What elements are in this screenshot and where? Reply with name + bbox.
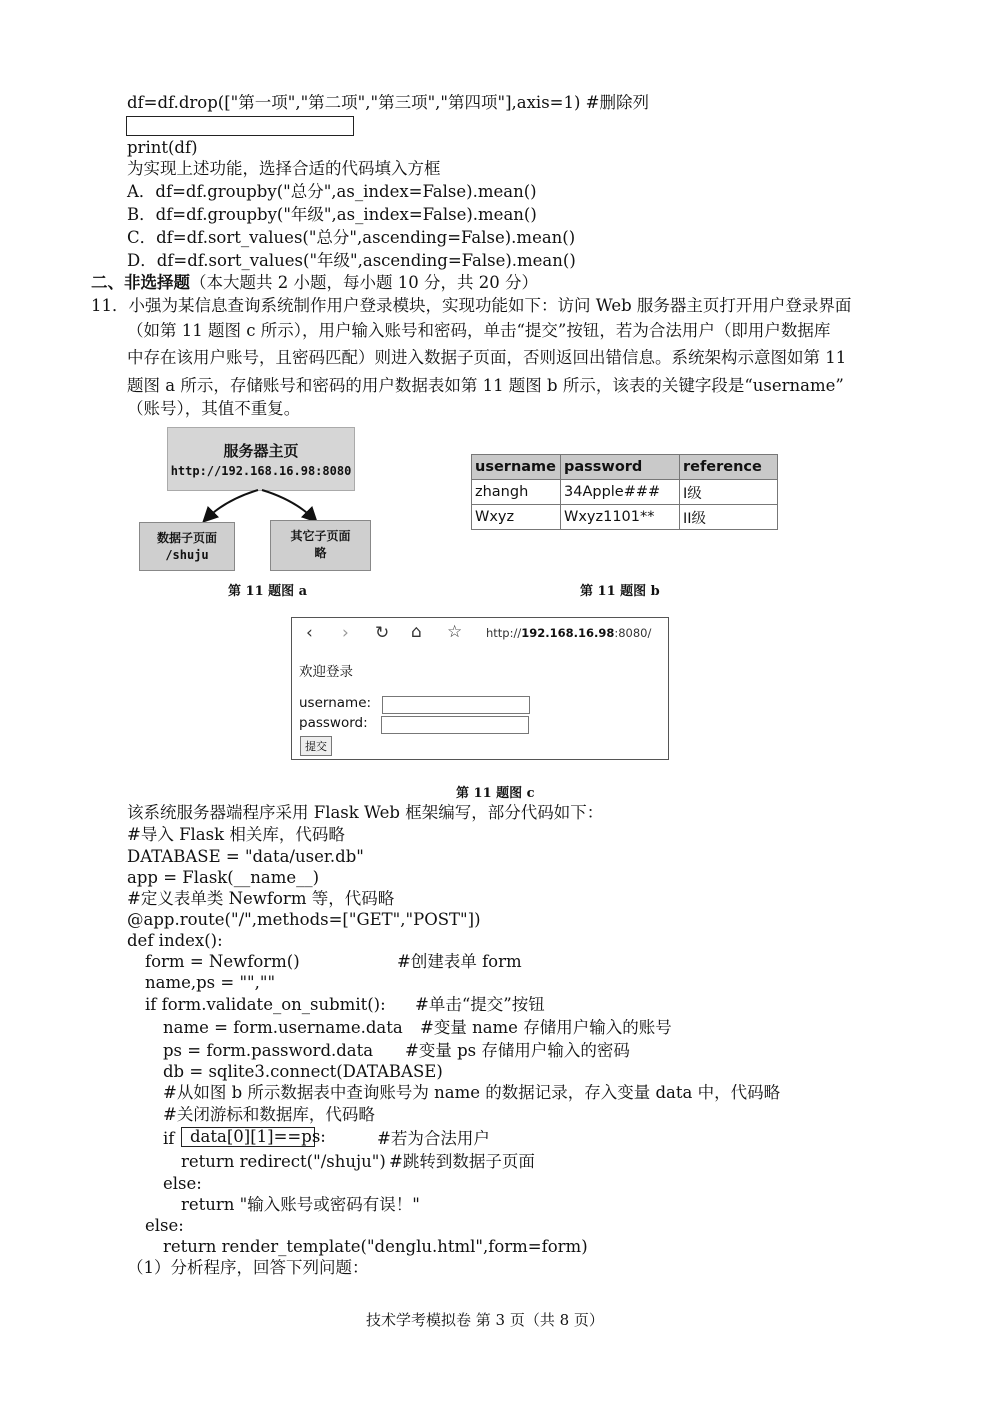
figure-c-caption: 第 11 题图 c: [456, 786, 535, 801]
code-line: def index():: [127, 931, 223, 950]
code-line: return render_template("denglu.html",form=form): [163, 1237, 588, 1256]
option-c: C．df=df.sort_values("总分",ascending=False).mean(): [127, 228, 576, 247]
q11-line-4: 题图 a 所示，存储账号和密码的用户数据表如第 11 题图 b 所示，该表的关键字段是“username”: [127, 376, 844, 395]
home-icon[interactable]: ⌂: [411, 622, 422, 642]
other-subpage-node: [270, 520, 371, 571]
user-table: [471, 454, 778, 530]
code-line: @app.route("/",methods=["GET","POST"]): [127, 910, 481, 929]
other-subpage-note: 略: [314, 546, 327, 560]
header-password: password: [561, 455, 680, 480]
section-title: 二、非选择题: [91, 273, 190, 292]
code-print-line: print(df): [127, 138, 198, 157]
code-comment: #跳转到数据子页面: [389, 1152, 535, 1171]
table-cell: Wxyz1101**: [561, 505, 680, 530]
code-comment: #若为合法用户: [377, 1129, 490, 1148]
sub-question-1: （1）分析程序，回答下列问题：: [127, 1258, 369, 1277]
table-row: [472, 480, 778, 505]
other-subpage-title: 其它子页面: [290, 529, 351, 543]
q11-line-2: （如第 11 题图 c 所示），用户输入账号和密码，单击“提交”按钮，若为合法用户（即用户数据库: [127, 321, 831, 340]
code-line: #定义表单类 Newform 等，代码略: [127, 889, 395, 908]
code-filled-box: data[0][1]==ps:: [181, 1127, 315, 1147]
reload-icon[interactable]: ↻: [375, 623, 390, 643]
server-home-title: 服务器主页: [223, 442, 299, 460]
page-footer: 技术学考模拟卷 第 3 页（共 8 页）: [366, 1311, 604, 1329]
table-row: [472, 505, 778, 530]
code-line: name = form.username.data: [163, 1018, 403, 1037]
data-subpage-title: 数据子页面: [156, 531, 217, 545]
q11-line-3: 中存在该用户账号，且密码匹配）则进入数据子页面，否则返回出错信息。系统架构示意图如第 11: [127, 348, 847, 367]
option-a: A．df=df.groupby("总分",as_index=False).mean(): [127, 182, 537, 201]
code-line: db = sqlite3.connect(DATABASE): [163, 1062, 443, 1081]
code-line: name,ps = "","": [145, 973, 276, 992]
url-suffix: :8080/: [614, 626, 652, 640]
code-line: #关闭游标和数据库，代码略: [163, 1105, 375, 1124]
table-header-row: [472, 455, 778, 480]
code-comment: #单击“提交”按钮: [415, 995, 545, 1014]
forward-icon[interactable]: ›: [342, 623, 349, 643]
figure-b-caption: 第 11 题图 b: [580, 584, 660, 599]
code-if-keyword: if: [163, 1129, 175, 1148]
code-line: return redirect("/shuju"): [181, 1152, 386, 1171]
data-subpage-path: /shuju: [165, 548, 209, 562]
data-subpage-node: [139, 522, 235, 571]
figure-a-caption: 第 11 题图 a: [228, 584, 308, 599]
question-prompt: 为实现上述功能，选择合适的代码填入方框: [127, 159, 441, 178]
code-line: if form.validate_on_submit():: [145, 995, 386, 1014]
code-line: #从如图 b 所示数据表中查询账号为 name 的数据记录，存入变量 data 中，代码略: [163, 1083, 781, 1102]
section-note: （本大题共 2 小题，每小题 10 分，共 20 分）: [190, 273, 538, 292]
login-heading: 欢迎登录: [299, 664, 353, 680]
header-reference: reference: [680, 455, 778, 480]
code-comment: #变量 ps 存储用户输入的密码: [405, 1041, 630, 1060]
code-line: #导入 Flask 相关库，代码略: [127, 825, 345, 844]
code-drop-line: df=df.drop(["第一项","第二项","第三项","第四项"],axis=1) #删除列: [127, 93, 649, 112]
code-line: app = Flask(__name__): [127, 868, 320, 887]
option-d: D．df=df.sort_values("年级",ascending=False).mean(): [127, 251, 576, 270]
address-bar[interactable]: [486, 626, 651, 640]
star-icon[interactable]: ☆: [447, 622, 463, 642]
code-line: DATABASE = "data/user.db": [127, 847, 364, 866]
password-label: password:: [299, 715, 368, 731]
code-intro: 该系统服务器端程序采用 Flask Web 框架编写，部分代码如下：: [127, 803, 604, 822]
header-username: username: [472, 455, 561, 480]
q11-line-1: 11．小强为某信息查询系统制作用户登录模块，实现功能如下：访问 Web 服务器主页打开用户登录界面: [91, 296, 852, 315]
code-line: form = Newform(): [145, 952, 300, 971]
table-cell: zhangh: [472, 480, 561, 505]
submit-button[interactable]: 提交: [300, 736, 332, 756]
code-line: return "输入账号或密码有误！": [181, 1195, 420, 1214]
table-cell: 34Apple###: [561, 480, 680, 505]
table-cell: Wxyz: [472, 505, 561, 530]
password-input[interactable]: [381, 716, 529, 734]
username-label: username:: [299, 695, 372, 711]
code-comment: #变量 name 存储用户输入的账号: [420, 1018, 672, 1037]
server-home-url: http://192.168.16.98:8080: [170, 464, 352, 478]
url-prefix: http://: [486, 626, 522, 640]
option-b: B．df=df.groupby("年级",as_index=False).mean(): [127, 205, 537, 224]
table-cell: II级: [680, 505, 778, 530]
code-comment: #创建表单 form: [397, 952, 522, 971]
browser-window: [291, 617, 669, 760]
code-line: ps = form.password.data: [163, 1041, 374, 1060]
code-line: else:: [145, 1216, 184, 1235]
code-line: else:: [163, 1174, 202, 1193]
q11-line-5: （账号），其值不重复。: [127, 399, 301, 418]
table-cell: I级: [680, 480, 778, 505]
username-input[interactable]: [382, 696, 530, 714]
back-icon[interactable]: ‹: [306, 623, 313, 643]
url-host: 192.168.16.98: [521, 626, 615, 640]
